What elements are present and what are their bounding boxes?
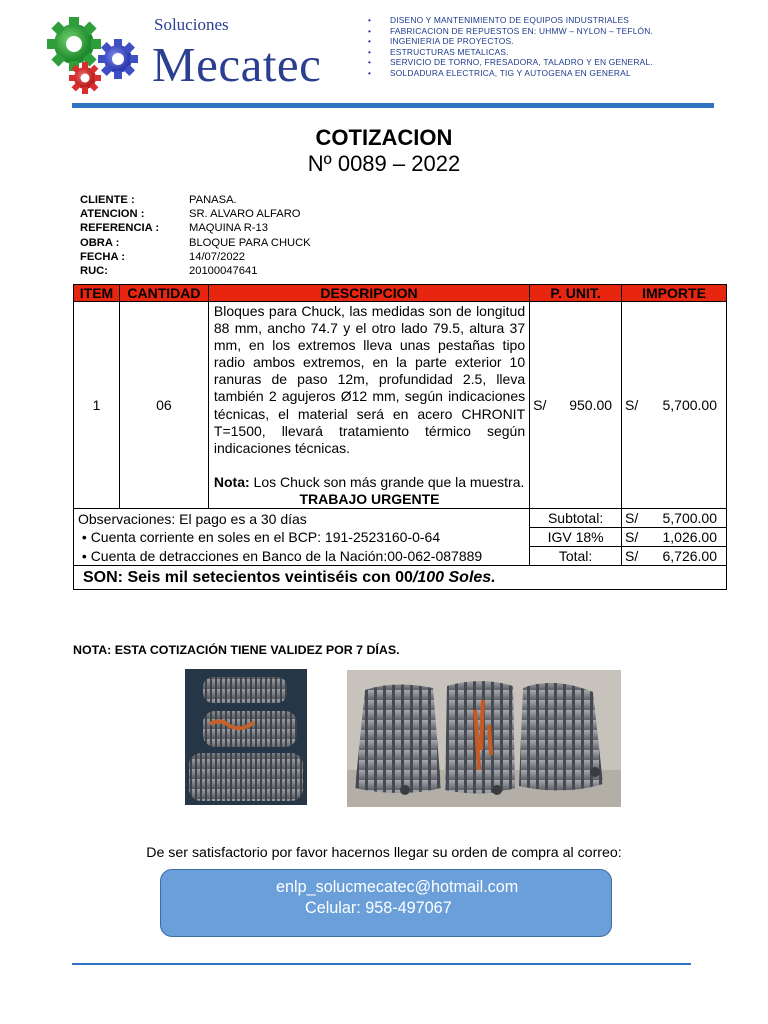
currency-symbol: S/ [625, 548, 639, 565]
description-note [214, 474, 525, 491]
nota-text: Los Chuck son más grande que la muestra. [249, 473, 525, 490]
header-descripcion: DESCRIPCION [208, 285, 529, 302]
atencion-label: ATENCION : [80, 208, 145, 221]
header-cantidad: CANTIDAD [119, 285, 208, 302]
footer-divider [72, 963, 691, 965]
urgent-label: TRABAJO URGENTE [299, 490, 440, 507]
amount-in-words-row [74, 566, 727, 590]
currency-symbol: S/ [625, 397, 639, 414]
nota-label: Nota: [213, 473, 250, 490]
parts-photo-large [347, 670, 621, 807]
punit-cell [530, 302, 622, 509]
table-row [74, 302, 727, 509]
detraction-account-line: • Cuenta de detracciones en Banco de la Nación:00-062-087889 [78, 547, 483, 564]
currency-symbol: S/ [533, 397, 547, 414]
igv-value: 1,026.00 [662, 529, 717, 546]
total-label: Total: [530, 547, 622, 566]
quote-table [73, 284, 727, 590]
punit-value: 950.00 [569, 397, 613, 414]
ruc-label: RUC: [80, 265, 108, 278]
brand-name: Mecatec [152, 37, 322, 92]
amount-in-words: SON: Seis mil setecientos veintiséis con 00/100 Soles. [74, 566, 727, 590]
obra-value: BLOQUE PARA CHUCK [189, 236, 311, 249]
table-header-row [74, 285, 727, 302]
service-item: • INGENIERIA DE PROYECTOS. [368, 36, 653, 47]
green-gear-icon [47, 17, 101, 71]
subtotal-label: Subtotal: [530, 509, 622, 528]
red-gear-icon [69, 62, 101, 94]
service-item: • DISENO Y MANTENIMIENTO DE EQUIPOS INDUSTRIALES [368, 15, 653, 26]
obra-label: OBRA : [80, 236, 120, 249]
document-number: Nº 0089 – 2022 [307, 151, 461, 176]
footer-request: De ser satisfactorio por favor hacernos llegar su orden de compra al correo: [146, 845, 622, 861]
service-item: • FABRICACION DE REPUESTOS EN: UHMW – NYLON – TEFLÓN. [368, 26, 653, 37]
igv-label: IGV 18% [530, 528, 622, 547]
parts-photo-small [185, 669, 307, 805]
igv-value-cell [622, 528, 727, 547]
bank-account-line: • Cuenta corriente en soles en el BCP: 191-2523160-0-64 [78, 529, 441, 546]
observations-cell [74, 509, 530, 566]
ruc-value: 20100047641 [189, 265, 258, 278]
blue-gear-icon [98, 39, 138, 79]
services-list [368, 15, 653, 79]
validity-note: NOTA: ESTA COTIZACIÓN TIENE VALIDEZ POR 7 DÍAS. [73, 643, 400, 657]
cantidad-cell: 06 [119, 302, 208, 509]
subtotal-value-cell [622, 509, 727, 528]
observations-line: Observaciones: El pago es a 30 días [78, 511, 307, 528]
importe-cell [622, 302, 727, 509]
header-item: ITEM [74, 285, 120, 302]
contact-email[interactable]: enlp_solucmecatec@hotmail.com [276, 878, 519, 896]
referencia-value: MAQUINA R-13 [189, 222, 268, 235]
contact-box [160, 869, 612, 937]
service-item: • SOLDADURA ELECTRICA, TIG Y AUTOGENA EN GENERAL [368, 68, 653, 79]
document-title: COTIZACION [315, 125, 453, 150]
header-importe: IMPORTE [622, 285, 727, 302]
description-cell [208, 302, 529, 509]
description-text: Bloques para Chuck, las medidas son de longitud 88 mm, ancho 74.7 y el otro lado 79.5, altura 37 mm, en los extremos lleva unas pestañas tipo radio ambos extremos, en la parte exterior 10 ranuras de paso 12m, profundidad 2.5, lleva también 2 agujeros Ø12 mm, según indicaciones técnicas, el material será en acero CHRONIT T=1500, llevará tratamiento térmico según indicaciones técnicas. [213, 303, 526, 456]
fecha-value: 14/07/2022 [189, 250, 245, 263]
importe-value: 5,700.00 [662, 397, 717, 414]
contact-phone: Celular: 958-497067 [305, 899, 452, 917]
item-cell: 1 [74, 302, 120, 509]
cliente-label: CLIENTE : [80, 194, 135, 206]
subtotal-row [74, 509, 727, 528]
atencion-value: SR. ALVARO ALFARO [189, 208, 301, 221]
total-value: 6,726.00 [662, 548, 717, 565]
subtotal-value: 5,700.00 [662, 510, 717, 527]
service-item: • SERVICIO DE TORNO, FRESADORA, TALADRO Y EN GENERAL. [368, 57, 653, 68]
fecha-label: FECHA : [80, 250, 125, 263]
total-value-cell [622, 547, 727, 566]
currency-symbol: S/ [625, 510, 639, 527]
brand-subtitle: Soluciones [154, 15, 229, 34]
client-info [80, 193, 311, 278]
gears-logo [40, 14, 140, 96]
header-punit: P. UNIT. [530, 285, 622, 302]
cliente-value: PANASA. [189, 194, 237, 206]
header-divider [72, 103, 714, 108]
referencia-label: REFERENCIA : [80, 222, 160, 235]
currency-symbol: S/ [625, 529, 639, 546]
service-item: • ESTRUCTURAS METALICAS. [368, 47, 653, 58]
